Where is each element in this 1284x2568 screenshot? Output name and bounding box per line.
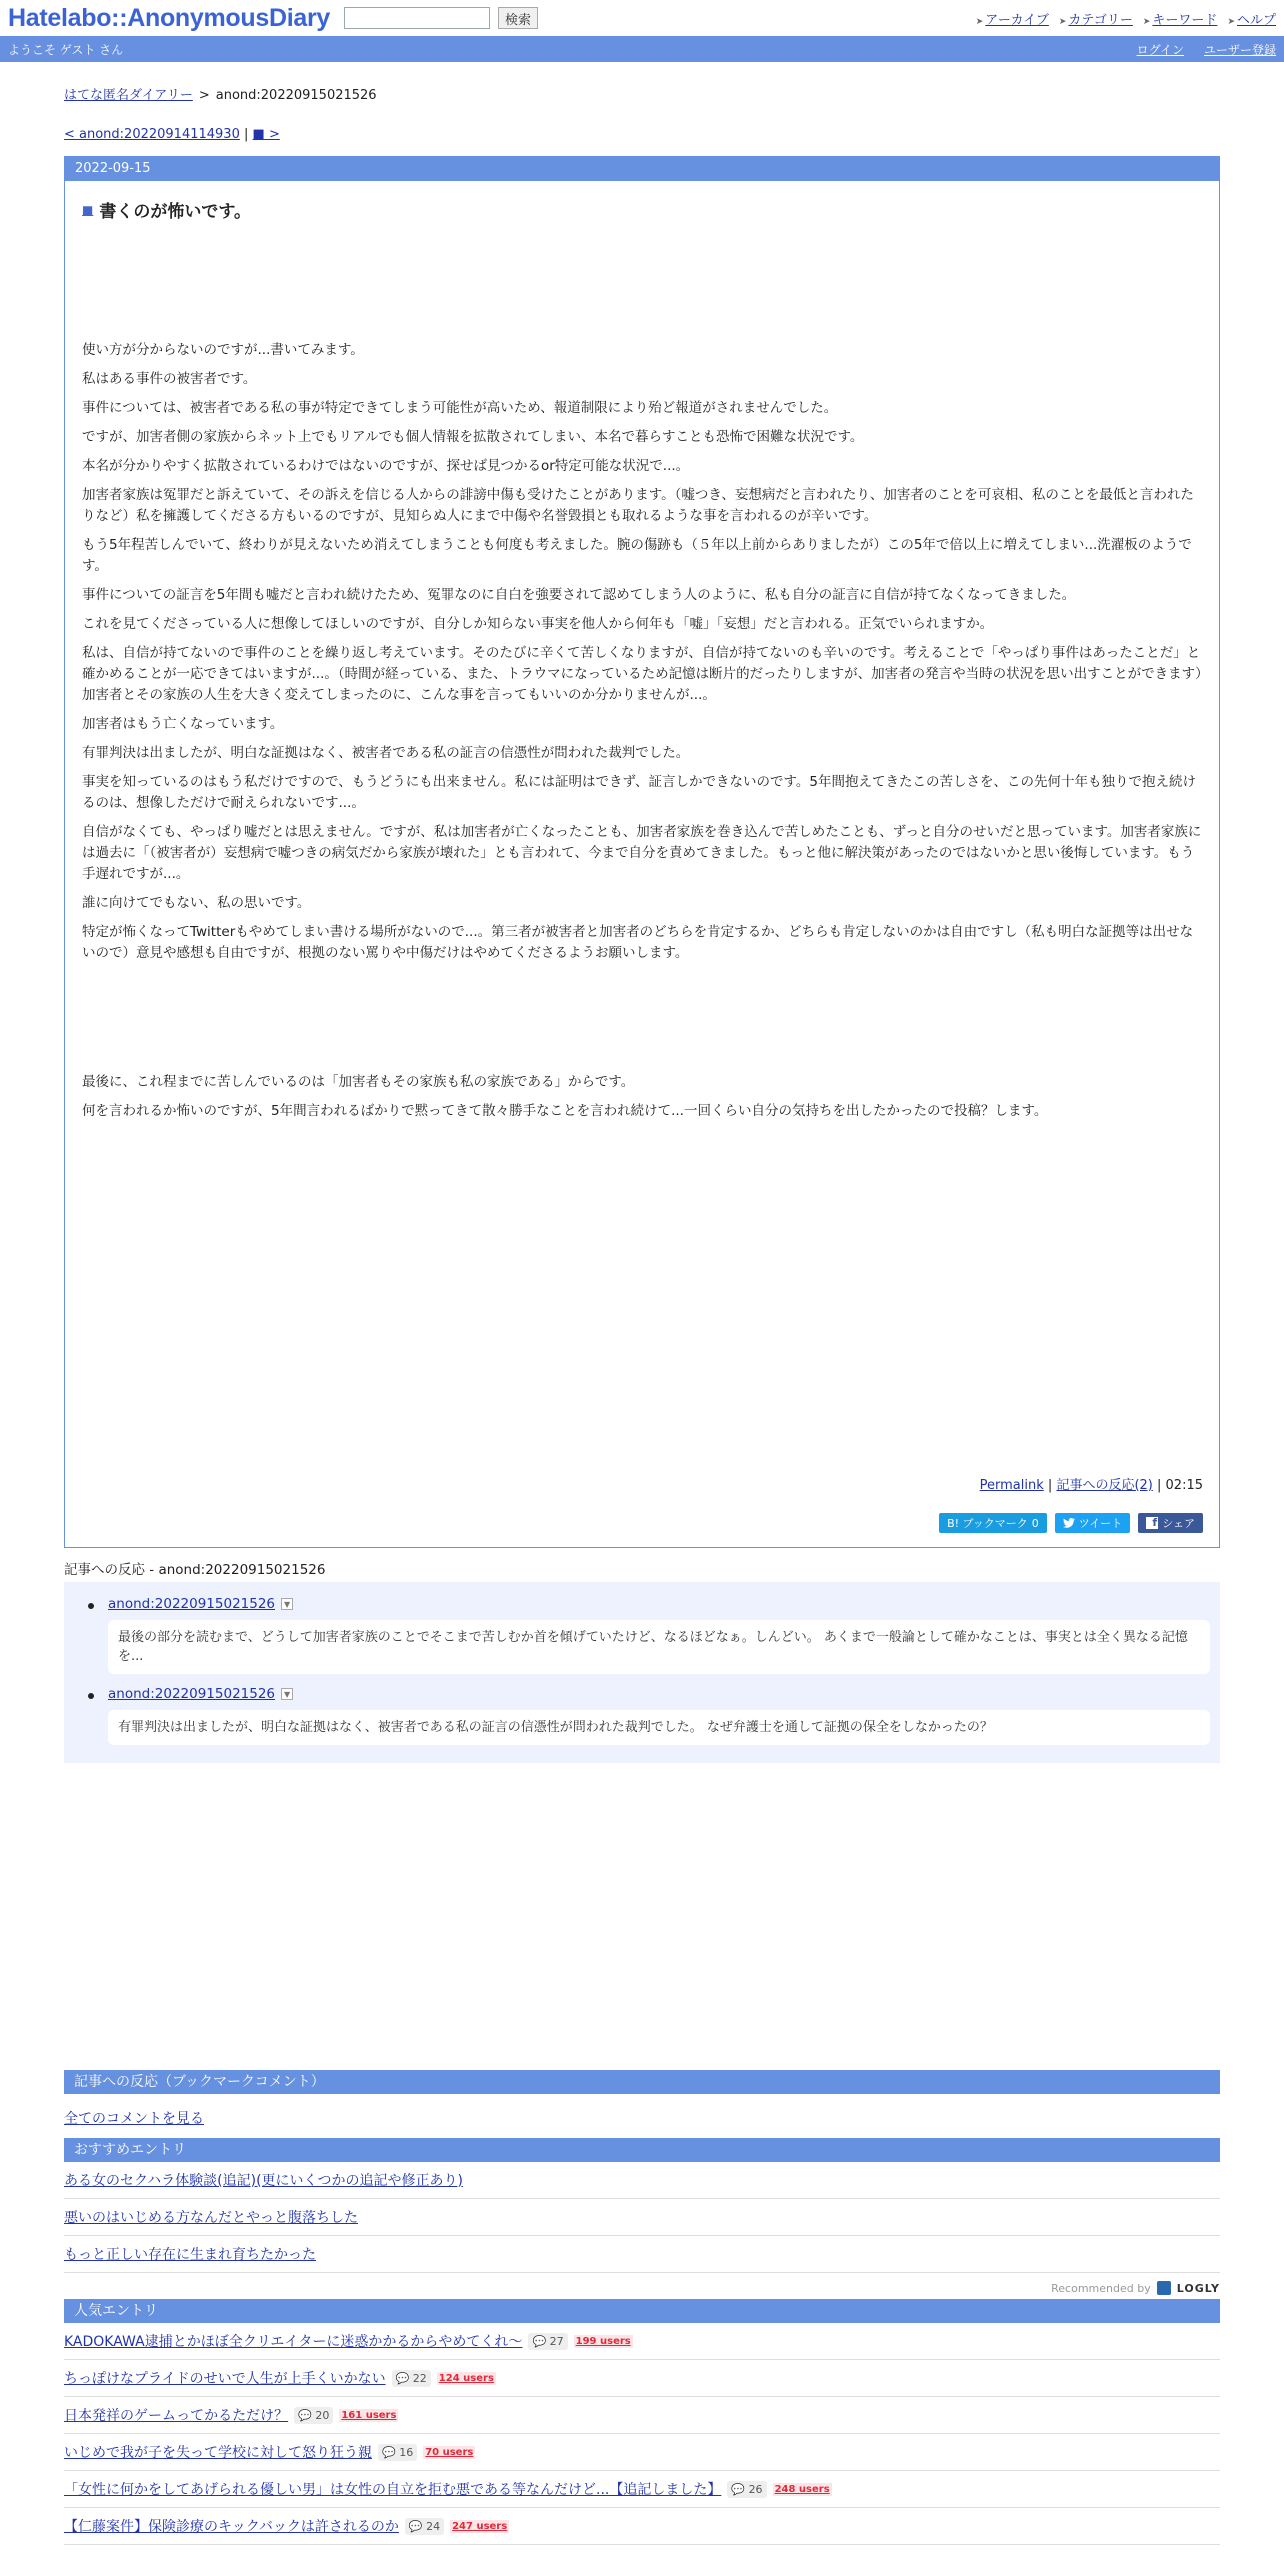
- bookmark-comments-heading: 記事への反応（ブックマークコメント）: [64, 2070, 1220, 2094]
- popular-heading: 人気エントリ: [64, 2299, 1220, 2323]
- users-badge[interactable]: 248 users: [774, 2483, 830, 2495]
- paragraph: 特定が怖くなってTwitterもやめてしまい書ける場所がないので...。第三者が被害者と加害者のどちらを肯定するか、どちらも肯定しないのかは自由ですし（私も明白な証拠等は出せないので）意見や感想も自由ですが、根拠のない罵りや中傷だけはやめてくださるようお願いします。: [82, 924, 1194, 961]
- next-entry-link[interactable]: ■ >: [252, 127, 280, 142]
- main-content: [64, 84, 1220, 2545]
- breadcrumb-home[interactable]: はてな匿名ダイアリー: [64, 88, 193, 103]
- popular-link[interactable]: 【仁藤案件】保険診療のキックバックは許されるのか: [64, 2519, 399, 2535]
- nav-help[interactable]: ➤ ヘルプ: [1227, 9, 1276, 28]
- hatena-bookmark-button[interactable]: [939, 1513, 1047, 1533]
- footer-sep: |: [1047, 1478, 1053, 1493]
- comment-count: [378, 2444, 417, 2461]
- recommended-by: [64, 2273, 1220, 2299]
- tweet-button[interactable]: [1055, 1513, 1130, 1533]
- entry-footer: [980, 1474, 1203, 1493]
- share-buttons: [939, 1513, 1203, 1533]
- search-input[interactable]: [344, 7, 490, 29]
- login-link[interactable]: ログイン: [1136, 42, 1184, 57]
- facebook-share-button[interactable]: [1138, 1513, 1203, 1533]
- top-nav: [976, 9, 1276, 28]
- reactions-heading: 記事への反応 - anond:20220915021526: [64, 1562, 326, 1578]
- reactions-list: [64, 1582, 1220, 1763]
- comment-icon: 💬: [382, 2445, 396, 2459]
- paragraph: 本名が分かりやすく拡散されているわけではないのですが、探せば見つかるor特定可能な状況で...。: [82, 458, 690, 474]
- comment-count: [392, 2370, 431, 2387]
- users-badge[interactable]: 124 users: [438, 2372, 494, 2384]
- users-badge[interactable]: 70 users: [425, 2446, 474, 2458]
- nav-category[interactable]: ➤ カテゴリー: [1059, 9, 1133, 28]
- recommended-link[interactable]: 悪いのはいじめる方なんだとやっと腹落ちした: [64, 2210, 358, 2226]
- paragraph: 有罪判決は出ましたが、明白な証拠はなく、被害者である私の証言の信憑性が問われた裁判でした。: [82, 745, 690, 761]
- entry-paragraphs: [82, 340, 1203, 964]
- entry-date: 2022-09-15: [65, 157, 1219, 181]
- entry-paragraphs-after: [82, 1072, 1203, 1122]
- list-item: [64, 2236, 1220, 2273]
- logly-icon: [1157, 2281, 1171, 2295]
- users-badge[interactable]: 161 users: [341, 2409, 397, 2421]
- reactions-link[interactable]: 記事への反応(2): [1056, 1478, 1153, 1493]
- recommended-by-label: Recommended by: [1051, 2281, 1151, 2295]
- comment-count: [405, 2518, 444, 2535]
- comment-count-value: 20: [315, 2408, 330, 2422]
- diary-entry: [64, 156, 1220, 1548]
- list-item: [64, 2397, 1220, 2434]
- comment-count: [528, 2333, 567, 2350]
- register-link[interactable]: ユーザー登録: [1203, 42, 1276, 57]
- hatena-bookmark-label: B! ブックマーク: [947, 1517, 1028, 1530]
- comment-count-value: 27: [549, 2334, 564, 2348]
- users-badge[interactable]: 247 users: [452, 2520, 508, 2532]
- reaction-item: [74, 1596, 1210, 1674]
- comment-icon: 💬: [532, 2334, 547, 2348]
- welcome-text: ようこそ ゲスト さん: [8, 42, 124, 57]
- logly-logo[interactable]: LOGLY: [1176, 2281, 1220, 2295]
- popular-link[interactable]: ちっぽけなプライドのせいで人生が上手くいかない: [64, 2371, 386, 2387]
- comment-icon: 💬: [298, 2408, 312, 2422]
- footer-sep: |: [1157, 1478, 1162, 1493]
- list-item: [64, 2508, 1220, 2545]
- paragraph: 私はある事件の被害者です。: [82, 371, 257, 387]
- popular-link[interactable]: いじめで我が子を失って学校に対して怒り狂う親: [64, 2445, 372, 2461]
- comment-count: [727, 2481, 766, 2498]
- comment-count-value: 26: [748, 2482, 763, 2496]
- entry-time: 02:15: [1165, 1478, 1203, 1493]
- prev-entry-link[interactable]: < anond:20220914114930: [64, 127, 240, 142]
- paragraph: 事実を知っているのはもう私だけですので、もうどうにも出来ません。私には証明はできず、証言しかできないのです。5年間抱えてきたこの苦しさを、この先何十年も独りで抱え続けるのは、想像しただけで耐えられないです...。: [82, 774, 1196, 811]
- chevron-down-icon[interactable]: ▼: [281, 1688, 293, 1700]
- paragraph: 使い方が分からないのですが...書いてみます。: [82, 342, 364, 358]
- reaction-link[interactable]: anond:20220915021526: [108, 1686, 276, 1702]
- comment-count-value: 22: [412, 2371, 427, 2385]
- comment-icon: 💬: [408, 2519, 423, 2533]
- users-badge[interactable]: 199 users: [575, 2335, 631, 2347]
- nav-keyword[interactable]: ➤ キーワード: [1143, 9, 1218, 28]
- entry-body: [65, 181, 1219, 1547]
- recommended-link[interactable]: ある女のセクハラ体験談(追記)(更にいくつかの追記や修正あり): [64, 2173, 464, 2189]
- breadcrumb-current: anond:20220915021526: [215, 88, 377, 103]
- paragraph: もう5年程苦しんでいて、終わりが見えないため消えてしまうことも何度も考えました。腕の傷跡も（５年以上前からありましたが）この5年で倍以上に増えてしまい...洗濯板のようです。: [82, 537, 1192, 574]
- comment-icon: 💬: [731, 2482, 746, 2496]
- reaction-link[interactable]: anond:20220915021526: [108, 1596, 276, 1612]
- paragraph: 加害者家族は冤罪だと訴えていて、その訴えを信じる人からの誹謗中傷も受けたことがあります。（嘘つき、妄想病だと言われたり、加害者のことを可哀相、私のことを最低と言われたりなど）私を擁護してくださる方もいるのですが、見知らぬ人にまで中傷や名誉毀損とも取れるような事を言われるのが辛いです。: [82, 487, 1194, 524]
- facebook-share-label: シェア: [1162, 1517, 1195, 1530]
- paragraph: 加害者はもう亡くなっています。: [82, 716, 284, 732]
- paragraph: 最後に、これ程までに苦しんでいるのは「加害者もその家族も私の家族である」からです。: [82, 1074, 635, 1090]
- popular-link[interactable]: 日本発祥のゲームってかるただけ？: [64, 2408, 289, 2424]
- comment-count: [294, 2407, 333, 2424]
- site-logo[interactable]: Hatelabo::AnonymousDiary: [8, 3, 331, 32]
- entry-title-text: 書くのが怖いです。: [99, 202, 251, 222]
- pager-sep: |: [244, 127, 249, 142]
- welcome-bar: [0, 36, 1284, 62]
- paragraph: 誰に向けてでもない、私の思いです。: [82, 895, 311, 911]
- tweet-label: ツイート: [1078, 1517, 1123, 1530]
- nav-archive[interactable]: ➤ アーカイブ: [976, 9, 1049, 28]
- twitter-icon: [1063, 1518, 1075, 1528]
- list-item: [64, 2360, 1220, 2397]
- search-button[interactable]: 検索: [498, 7, 538, 29]
- list-item: [64, 2471, 1220, 2508]
- list-item: [64, 2162, 1220, 2199]
- comment-count-value: 16: [399, 2445, 414, 2459]
- list-item: [64, 2199, 1220, 2236]
- recommended-link[interactable]: もっと正しい存在に生まれ育ちたかった: [64, 2247, 316, 2263]
- permalink-link[interactable]: Permalink: [979, 1478, 1044, 1493]
- reaction-excerpt: 最後の部分を読むまで、どうして加害者家族のことでそこまで苦しむか首を傾げていたけど、なるほどなぁ。しんどい。 あくまで一般論として確かなことは、事実とは全く異なる記憶を...: [108, 1620, 1210, 1674]
- paragraph: これを見てくださっている人に想像してほしいのですが、自分しか知らない事実を他人から何年も「嘘」「妄想」だと言われる。正気でいられますか。: [82, 616, 994, 632]
- reaction-excerpt: 有罪判決は出ましたが、明白な証拠はなく、被害者である私の証言の信憑性が問われた裁判でした。 なぜ弁護士を通して証拠の保全をしなかったの？: [108, 1710, 1210, 1745]
- chevron-down-icon[interactable]: ▼: [281, 1598, 293, 1610]
- top-bar: [0, 0, 1284, 36]
- entry-anchor-icon[interactable]: ■: [82, 202, 94, 217]
- breadcrumb: [64, 84, 1220, 103]
- paragraph: 私は、自信が持てないので事件のことを繰り返し考えています。そのたびに辛くて苦しくなりますが、自信が持てないのも辛いのです。考えることで「やっぱり事件はあったことだ」と確かめることが一応できてはいますが...。（時間が経っている、また、トラウマになっているため記憶は断片的だったりしますが、加害者の発言や当時の状況を思い出すことができます）加害者とその家族の人生を大きく変えてしまったのに、こんな事を言ってもいいのか分かりませんが...。: [82, 645, 1202, 703]
- entry-pager: [64, 127, 1220, 142]
- hatena-bookmark-count: 0: [1031, 1516, 1039, 1530]
- breadcrumb-sep: >: [198, 88, 210, 103]
- paragraph: 何を言われるか怖いのですが、5年間言われるばかりで黙ってきて散々勝手なことを言われ続けて...一回くらい自分の気持ちを出したかったので投稿？します。: [82, 1103, 1048, 1119]
- all-comments-link[interactable]: 全てのコメントを見る: [64, 2111, 204, 2127]
- paragraph: 事件についての証言を5年間も嘘だと言われ続けたため、冤罪なのに自白を強要されて認めてしまう人のように、私も自分の証言に自信が持てなくなってきました。: [82, 587, 1076, 603]
- list-item: [64, 2434, 1220, 2471]
- paragraph: ですが、加害者側の家族からネット上でもリアルでも個人情報を拡散されてしまい、本名で暮らすことも恐怖で困難な状況です。: [82, 429, 864, 445]
- entry-title: [82, 197, 1203, 222]
- recommended-list: [64, 2162, 1220, 2273]
- popular-link[interactable]: KADOKAWA逮捕とかほぼ全クリエイターに迷惑かかるからやめてくれ〜: [64, 2334, 523, 2350]
- popular-link[interactable]: 「女性に何かをしてあげられる優しい男」は女性の自立を拒む悪である等なんだけど...【追記しました】: [64, 2482, 722, 2498]
- comment-count-value: 24: [426, 2519, 441, 2533]
- paragraph: 事件については、被害者である私の事が特定できてしまう可能性が高いため、報道制限により殆ど報道がされませんでした。: [82, 400, 838, 416]
- paragraph: 自信がなくても、やっぱり嘘だとは思えません。ですが、私は加害者が亡くなったことも、加害者家族を巻き込んで苦しめたことも、ずっと自分のせいだと思っています。加害者家族には過去に「（被害者が）妄想病で嘘つきの病気だから家族が壊れた」とも言われて、今まで自分を責めてきました。もっと他に解決策があったのではないかと思い後悔しています。もう手遅れですが...。: [82, 824, 1202, 882]
- popular-list: [64, 2323, 1220, 2545]
- list-item: [64, 2323, 1220, 2360]
- facebook-icon: f: [1146, 1517, 1158, 1529]
- comment-icon: 💬: [395, 2371, 410, 2385]
- reaction-item: [74, 1686, 1210, 1745]
- recommended-heading: おすすめエントリ: [64, 2138, 1220, 2162]
